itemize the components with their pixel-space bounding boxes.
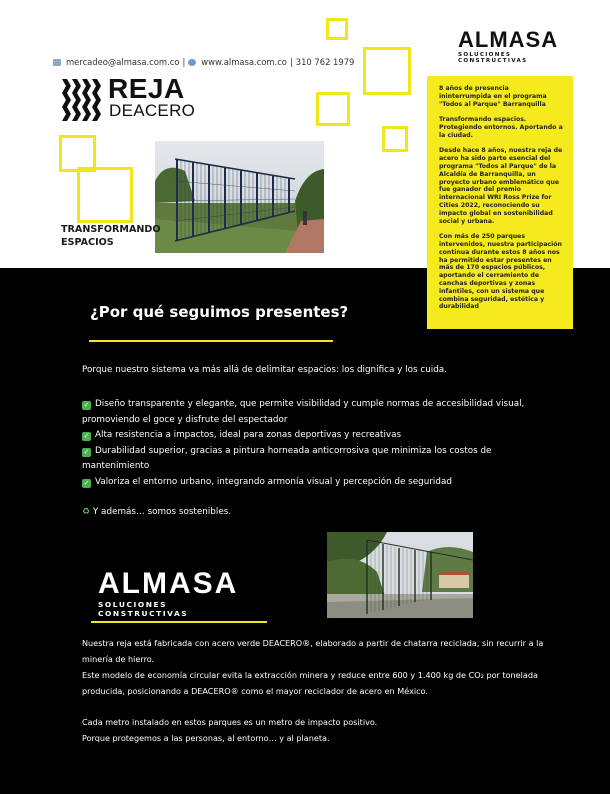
reja-deacero-logo <box>60 73 200 122</box>
check-icon: ✓ <box>83 447 90 456</box>
separator: | <box>289 57 293 67</box>
benefit-text: Diseño transparente y elegante, que permite visibilidad y cumple normas de accesibilidad visual, promoviendo el goce y disfrute del espectador <box>82 399 525 425</box>
mail-icon <box>53 59 61 66</box>
info-box <box>427 76 573 329</box>
info-paragraph: Con más de 250 parques intervenidos, nuestra participación continua durante estos 8 años nos ha permitido estar presentes en más de 170 espacios públicos, aportando el cerramiento de canchas deportivas y zonas infantiles, con un sistema que combina seguridad, estética y durabilidad <box>439 233 562 311</box>
deco-square <box>363 47 411 95</box>
contact-phone: 310 762 1979 <box>295 57 355 67</box>
closing-paragraph: Nuestra reja está fabricada con acero verde DEACERO®, elaborado a partir de chatarra reciclada, sin recurrir a la minería de hierro. <box>82 638 544 664</box>
reja-bars-icon <box>60 79 104 121</box>
deco-square <box>326 18 348 40</box>
deco-square <box>77 167 133 223</box>
info-paragraph: Desde hace 8 años, nuestra reja de acero ha sido parte esencial del programa "Todos al Parque" de la Alcaldía de Barranquilla, un proyecto urbano emblemático que fue ganador del premio internacional WRI Ross Prize for Cities 2022, reconociendo su impacto global en sostenibilidad social y urbana. <box>439 147 563 225</box>
benefits-list <box>82 397 532 490</box>
court-fence-image <box>327 532 473 618</box>
brand-subtitle: SOLUCIONES CONSTRUCTIVAS <box>98 600 189 618</box>
title-underline <box>89 340 333 342</box>
list-item <box>82 397 532 428</box>
brand-name: ALMASA <box>458 27 559 52</box>
tagline: TRANSFORMANDO ESPACIOS <box>61 224 161 248</box>
sustainable-line <box>82 507 231 517</box>
brand-name: ALMASA <box>98 567 239 600</box>
check-icon: ✓ <box>83 478 90 487</box>
section-lead: Porque nuestro sistema va más allá de delimitar espacios: los dignifica y los cuida. <box>82 365 447 375</box>
benefit-text: Alta resistencia a impactos, ideal para zonas deportivas y recreativas <box>95 430 402 440</box>
brand-subtitle: SOLUCIONES CONSTRUCTIVAS <box>458 52 528 64</box>
info-paragraph: Transformando espacios. Protegiendo entornos. Aportando a la ciudad. <box>439 116 563 139</box>
contact-bar <box>53 57 354 67</box>
separator: | <box>182 57 186 67</box>
deco-square <box>382 126 408 152</box>
product-name: REJA <box>108 73 185 104</box>
fence-photo <box>155 141 324 253</box>
benefit-text: Valoriza el entorno urbano, integrando armonía visual y percepción de seguridad <box>95 476 452 487</box>
almasa-logo <box>458 29 574 64</box>
check-icon: ✓ <box>83 432 90 440</box>
info-paragraph: 8 años de presencia ininterrumpida en el programa "Todos al Parque" Barranquilla <box>439 85 547 108</box>
contact-website[interactable]: www.almasa.com.co <box>201 57 287 67</box>
almasa-logo-white <box>98 567 258 618</box>
logo-underline <box>91 621 267 623</box>
product-maker: DEACERO <box>109 101 196 120</box>
recycle-icon: ♻ <box>82 507 90 517</box>
fence-park-image <box>155 141 324 253</box>
globe-icon <box>188 59 196 66</box>
closing-paragraph: Este modelo de economía circular evita la extracción minera y reduce entre 600 y 1.400 kg de CO₂ por tonelada producida, posicionando a DEACERO® como el mayor reciclador de acero en México. <box>82 670 538 696</box>
benefit-text: Durabilidad superior, gracias a pintura horneada anticorrosiva que minimiza los costos de mantenimiento <box>82 445 492 471</box>
court-photo <box>327 532 473 618</box>
list-item <box>82 444 532 475</box>
list-item <box>82 428 532 444</box>
section-title: ¿Por qué seguimos presentes? <box>90 303 349 321</box>
list-item <box>82 475 532 491</box>
check-icon: ✓ <box>83 401 90 409</box>
contact-email[interactable]: mercadeo@almasa.com.co <box>66 57 180 67</box>
sustainable-text: Y además… somos sostenibles. <box>92 507 232 517</box>
closing-paragraph: Porque protegemos a las personas, al entorno… y al planeta. <box>82 733 330 743</box>
deco-square <box>316 92 350 126</box>
closing-paragraph: Cada metro instalado en estos parques es un metro de impacto positivo. <box>82 717 378 727</box>
